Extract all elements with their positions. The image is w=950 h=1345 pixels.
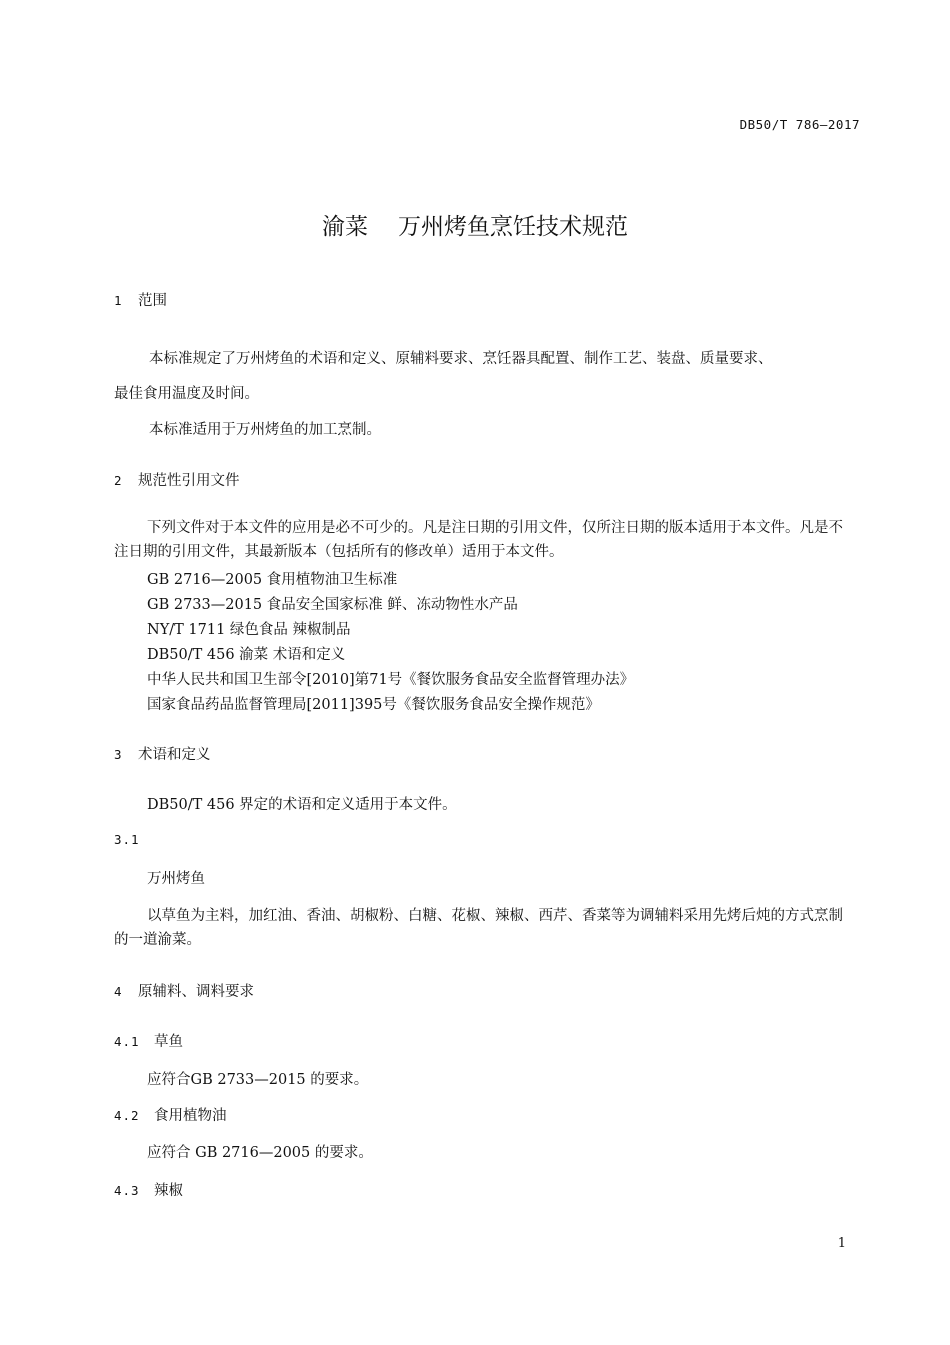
reference-item: GB 2716—2005 食用植物油卫生标准 xyxy=(147,572,398,588)
subsection-4-3-heading xyxy=(114,1179,183,1200)
title-part1: 渝菜 xyxy=(322,214,368,240)
section-2-heading xyxy=(114,469,240,490)
section-3-number: 3 xyxy=(114,747,122,762)
subsection-4-1-number: 4.1 xyxy=(114,1034,140,1049)
section-3-heading xyxy=(114,743,211,764)
subsection-4-2-heading xyxy=(114,1104,227,1125)
subsection-4-2-number: 4.2 xyxy=(114,1108,140,1123)
subsection-4-3-number: 4.3 xyxy=(114,1183,140,1198)
section-2-intro: 下列文件对于本文件的应用是必不可少的。凡是注日期的引用文件，仅所注日期的版本适用于本文件。凡是不注日期的引用文件，其最新版本（包括所有的修改单）适用于本文件。 xyxy=(114,520,843,560)
section-1-para1-line1: 本标准规定了万州烤鱼的术语和定义、原辅料要求、烹饪器具配置、制作工艺、装盘、质量要求、 xyxy=(149,351,773,367)
reference-item: NY/T 1711 绿色食品 辣椒制品 xyxy=(147,622,351,638)
term-name: 万州烤鱼 xyxy=(147,871,205,887)
section-2-number: 2 xyxy=(114,473,122,488)
section-4-heading xyxy=(114,980,254,1001)
reference-item: 中华人民共和国卫生部令[2010]第71号《餐饮服务食品安全监督管理办法》 xyxy=(147,672,635,688)
section-1-heading xyxy=(114,289,167,310)
section-3-title: 术语和定义 xyxy=(138,747,211,763)
section-3-intro: DB50/T 456 界定的术语和定义适用于本文件。 xyxy=(147,797,457,813)
subsection-4-1-title: 草鱼 xyxy=(154,1034,183,1050)
section-1-para1-line2: 最佳食用温度及时间。 xyxy=(114,386,259,402)
section-2-title: 规范性引用文件 xyxy=(138,473,240,489)
page-number: 1 xyxy=(837,1236,846,1251)
subsection-4-3-title: 辣椒 xyxy=(154,1183,183,1199)
section-1-para2: 本标准适用于万州烤鱼的加工烹制。 xyxy=(149,422,381,438)
term-definition: 以草鱼为主料，加红油、香油、胡椒粉、白糖、花椒、辣椒、西芹、香菜等为调辅料采用先烤后炖的方式烹制的一道渝菜。 xyxy=(114,908,843,948)
section-1-title: 范围 xyxy=(138,293,167,309)
subsection-4-2-title: 食用植物油 xyxy=(154,1108,227,1124)
subsection-4-1-text: 应符合GB 2733—2015 的要求。 xyxy=(147,1072,369,1088)
document-code: DB50/T 786—2017 xyxy=(739,117,860,132)
document-title xyxy=(0,208,950,241)
title-part2: 万州烤鱼烹饪技术规范 xyxy=(398,214,628,240)
section-4-title: 原辅料、调料要求 xyxy=(138,984,254,1000)
section-4-number: 4 xyxy=(114,984,122,999)
reference-item: DB50/T 456 渝菜 术语和定义 xyxy=(147,647,346,663)
subsection-3-1-number: 3.1 xyxy=(114,832,140,847)
subsection-4-1-heading xyxy=(114,1030,183,1051)
reference-item: GB 2733—2015 食品安全国家标准 鲜、冻动物性水产品 xyxy=(147,597,518,613)
subsection-4-2-text: 应符合 GB 2716—2005 的要求。 xyxy=(147,1145,373,1161)
section-1-number: 1 xyxy=(114,293,122,308)
reference-item: 国家食品药品监督管理局[2011]395号《餐饮服务食品安全操作规范》 xyxy=(147,697,600,713)
